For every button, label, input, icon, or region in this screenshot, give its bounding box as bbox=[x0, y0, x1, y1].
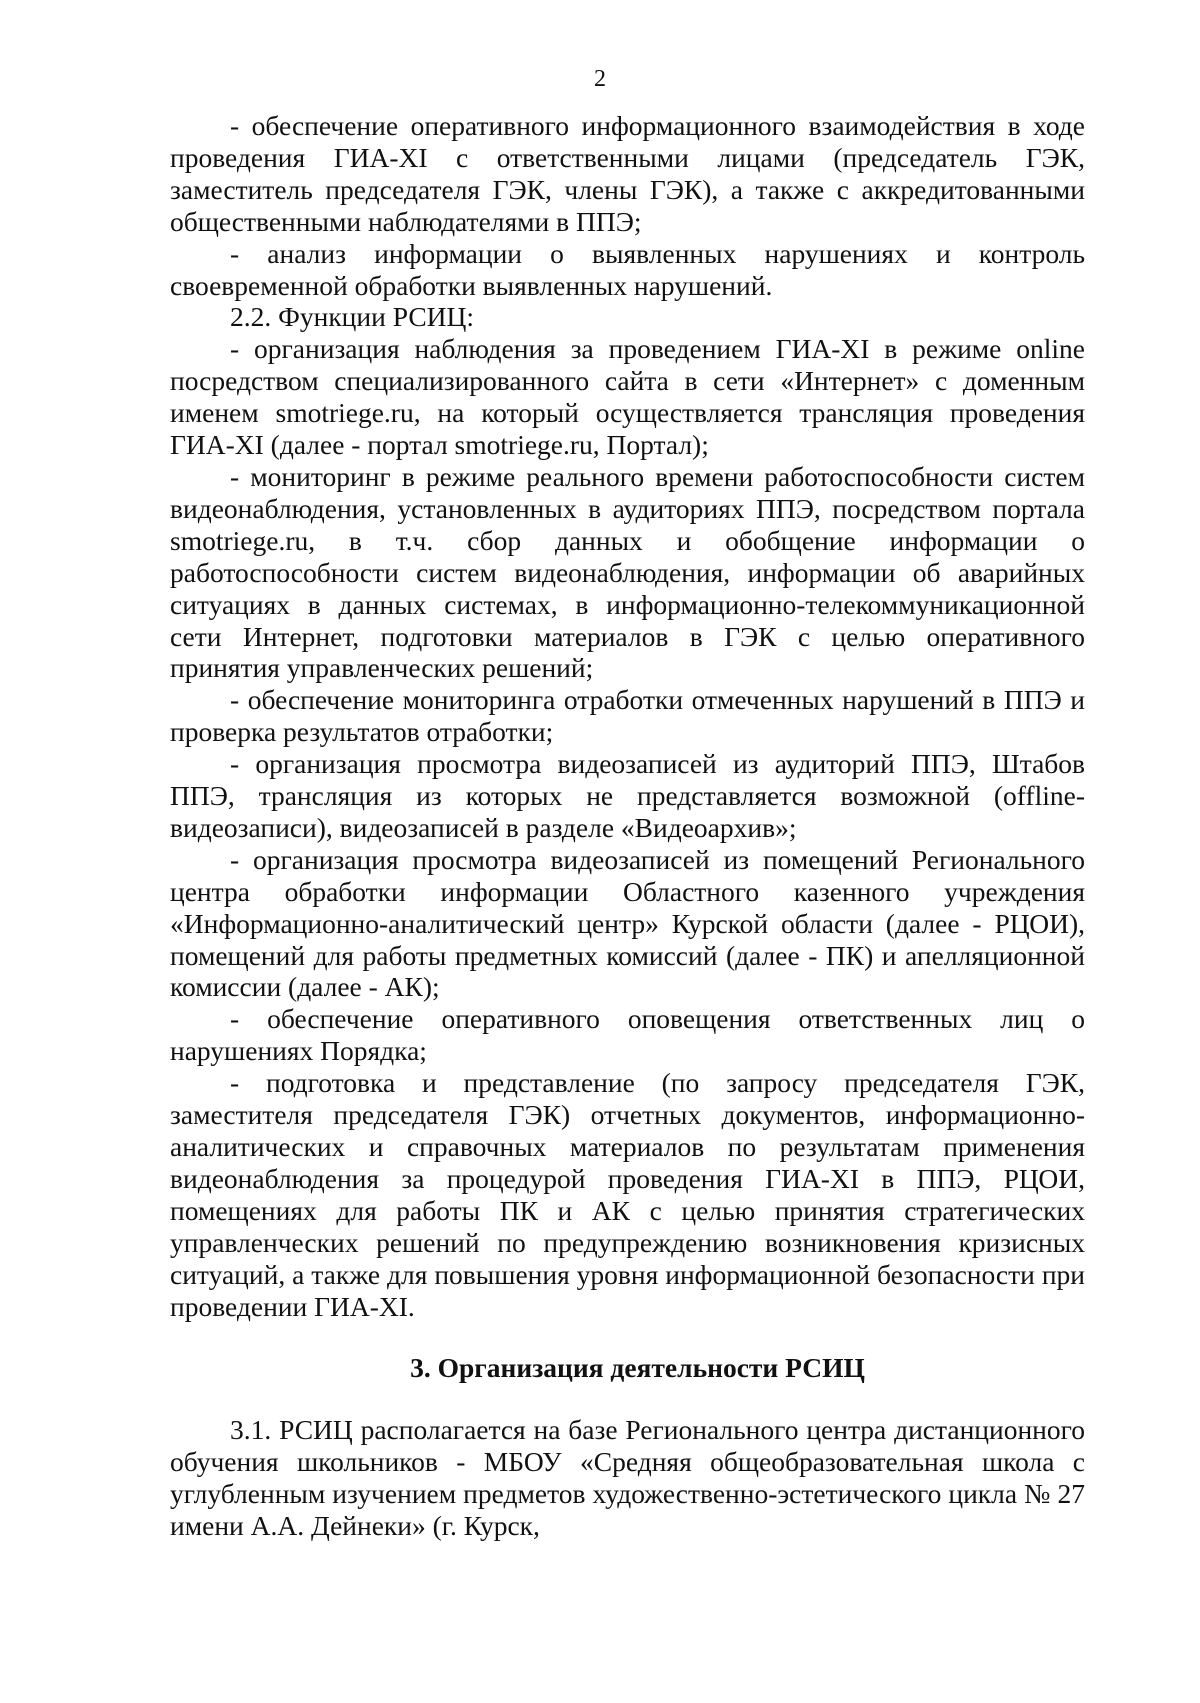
paragraph-video-review-rcoi: - организация просмотра видеозаписей из помещений Регионального центра обработки информации Областного казенного учреждения «Информационно-аналитический центр» Курской области (далее - РЦОИ), помещений для работы предметных комиссий (далее - ПК) и апелляционной комиссии (далее - АК); bbox=[170, 843, 1085, 1003]
document-body bbox=[170, 110, 1085, 1542]
paragraph-section-3-1: 3.1. РСИЦ располагается на базе Регионального центра дистанционного обучения школьников - МБОУ «Средняя общеобразовательная школа с углубленным изучением предметов художественно-эстетического цикла № 27 имени А.А. Дейнеки» (г. Курск, bbox=[170, 1414, 1085, 1542]
paragraph-functions-heading: 2.2. Функции РСИЦ: bbox=[230, 301, 475, 333]
paragraph-notification: - обеспечение оперативного оповещения ответственных лиц о нарушениях Порядка; bbox=[170, 1003, 1085, 1067]
paragraph-reporting: - подготовка и представление (по запросу председателя ГЭК, заместителя председателя ГЭК) отчетных документов, информационно-аналитических и справочных материалов по результатам применения видеонаблюдения за процедурой проведения ГИА-XI в ППЭ, РЦОИ, помещениях для работы ПК и АК с целью принятия стратегических управленческих решений по предупреждению возникновения кризисных ситуаций, а также для повышения уровня информационной безопасности при проведении ГИА-XI. bbox=[170, 1067, 1085, 1322]
page-number: 2 bbox=[594, 66, 606, 92]
section-heading: 3. Организация деятельности РСИЦ bbox=[410, 1352, 865, 1384]
paragraph-online-monitoring: - организация наблюдения за проведением ГИА-XI в режиме online посредством специализированного сайта в сети «Интернет» с доменным именем smotriege.ru, на который осуществляется трансляция проведения ГИА-XI (далее - портал smotriege.ru, Портал); bbox=[170, 333, 1085, 461]
paragraph-violation-followup: - обеспечение мониторинга отработки отмеченных нарушений в ППЭ и проверка результатов отработки; bbox=[170, 684, 1085, 748]
paragraph-video-review-ppe: - организация просмотра видеозаписей из аудиторий ППЭ, Штабов ППЭ, трансляция из которых не представляется возможной (offline-видеозаписи), видеозаписей в разделе «Видеоархив»; bbox=[170, 748, 1085, 843]
paragraph-realtime-monitoring: - мониторинг в режиме реального времени работоспособности систем видеонаблюдения, установленных в аудиториях ППЭ, посредством портала smotriege.ru, в т.ч. сбор данных и обобщение информации о работоспособности систем видеонаблюдения, информации об аварийных ситуациях в данных системах, в информационно-телекоммуникационной сети Интернет, подготовки материалов в ГЭК с целью оперативного принятия управленческих решений; bbox=[170, 460, 1085, 684]
paragraph-operational-interaction: - обеспечение оперативного информационного взаимодействия в ходе проведения ГИА-XI с ответственными лицами (председатель ГЭК, заместитель председателя ГЭК, члены ГЭК), а также с аккредитованными общественными наблюдателями в ППЭ; bbox=[170, 110, 1085, 237]
paragraph-violation-analysis: - анализ информации о выявленных нарушениях и контроль своевременной обработки выявленных нарушений. bbox=[170, 237, 1085, 301]
